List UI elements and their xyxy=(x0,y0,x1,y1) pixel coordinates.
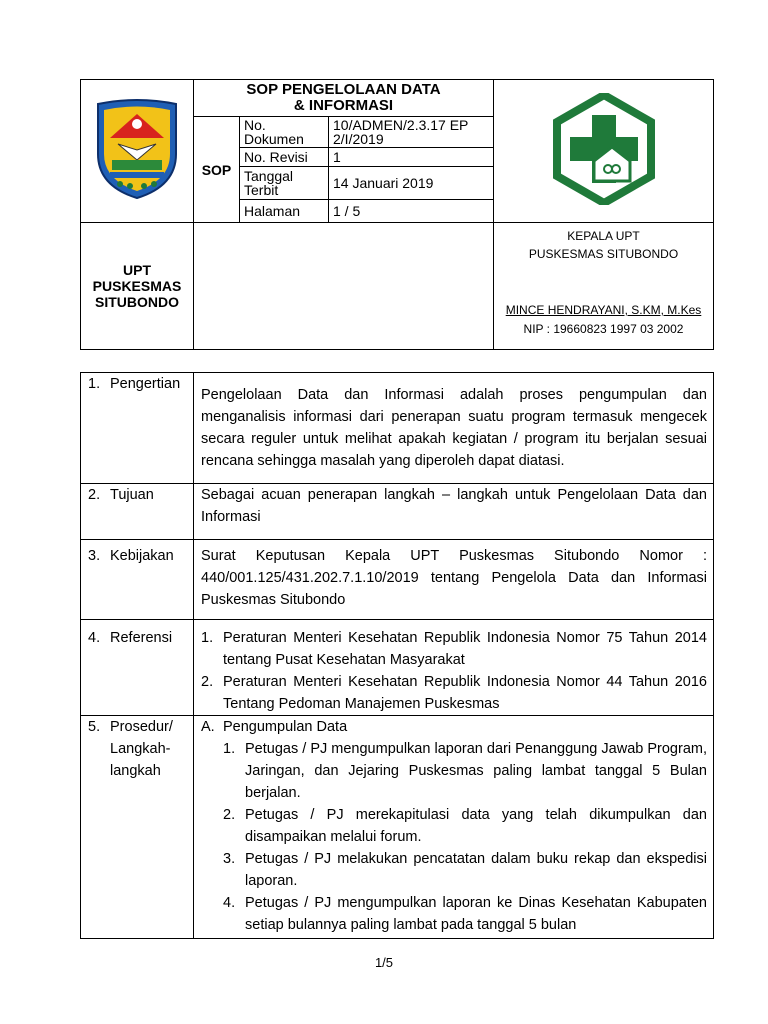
list-number: 2. xyxy=(223,807,236,823)
list-number: 3. xyxy=(223,851,236,867)
list-text: Petugas / PJ mengumpulkan laporan ke Dinas Kesehatan Kabupaten setiap bulannya paling lambat pada tanggal 5 bulan xyxy=(245,895,707,933)
signature-role-org: PUSKESMAS SITUBONDO xyxy=(528,247,679,261)
regency-logo-cell xyxy=(81,80,194,223)
signatory-nip: NIP : 19660823 1997 03 2002 xyxy=(523,322,684,336)
list-number: 1. xyxy=(201,630,214,646)
section-row xyxy=(81,716,714,939)
page-title: SOP PENGELOLAAN DATA & INFORMASI xyxy=(246,81,441,114)
section-label-cell xyxy=(81,540,194,620)
section-label-cell xyxy=(81,620,194,716)
procedure-list xyxy=(194,716,713,936)
section-label: Referensi xyxy=(110,630,173,646)
sop-label: SOP xyxy=(194,117,240,222)
signature-block xyxy=(494,223,714,350)
heading-text: Pengumpulan Data xyxy=(223,719,348,735)
list-item xyxy=(201,892,707,936)
section-label: Prosedur/ Langkah-langkah xyxy=(110,719,173,779)
sop-content-table xyxy=(80,372,714,939)
section-text: Surat Keputusan Kepala UPT Puskesmas Situbondo Nomor : 440/001.125/431.202.7.1.10/2019 tentang Pengelola Data dan Informasi Puskesmas Situbondo xyxy=(201,548,707,608)
list-item xyxy=(201,848,707,892)
list-item xyxy=(201,738,707,804)
list-text: Peraturan Menteri Kesehatan Republik Indonesia Nomor 75 Tahun 2014 tentang Pusat Kesehatan Masyarakat xyxy=(223,630,707,668)
section-row xyxy=(81,373,714,484)
list-number: 1. xyxy=(223,741,236,757)
blank-cell xyxy=(194,223,494,350)
section-label: Tujuan xyxy=(110,487,154,503)
reference-list xyxy=(194,627,713,715)
situbondo-regency-shield-icon xyxy=(94,98,180,200)
section-text: Sebagai acuan penerapan langkah – langkah untuk Pengelolaan Data dan Informasi xyxy=(201,487,707,525)
list-number: 4. xyxy=(223,895,236,911)
section-row xyxy=(81,484,714,540)
list-text: Petugas / PJ mengumpulkan laporan dari Penanggung Jawab Program, Jaringan, dan Jejaring Puskesmas paling lambat tanggal 5 Bulan berjalan. xyxy=(245,741,707,801)
meta-value: 14 Januari 2019 xyxy=(329,167,494,200)
sop-info-block xyxy=(194,80,494,223)
section-label: Kebijakan xyxy=(110,548,174,564)
section-number: 5. xyxy=(88,719,101,735)
heading-letter: A. xyxy=(201,719,215,735)
meta-label: No. Revisi xyxy=(240,148,329,167)
sop-header-table xyxy=(80,79,714,350)
section-label-cell xyxy=(81,484,194,540)
section-number: 3. xyxy=(88,548,101,564)
section-label-cell xyxy=(81,373,194,484)
section-label-cell xyxy=(81,716,194,939)
puskesmas-logo-icon xyxy=(548,93,660,205)
section-content xyxy=(194,373,714,484)
section-label: Pengertian xyxy=(110,376,181,392)
section-text: Pengelolaan Data dan Informasi adalah proses pengumpulan dan menganalisis informasi dari penerapan suatu program termasuk mengecek secara reguler untuk melihat apakah kegiatan / program itu berjalan sesuai rencana sehingga masalah yang diperoleh dapat diatasi. xyxy=(201,387,707,469)
meta-label: Tanggal Terbit xyxy=(240,167,329,200)
section-row xyxy=(81,620,714,716)
section-content xyxy=(194,484,714,540)
puskesmas-logo-cell xyxy=(494,80,714,223)
meta-label: No. Dokumen xyxy=(240,117,329,148)
signature-role: KEPALA UPT xyxy=(567,229,640,243)
list-item xyxy=(201,627,707,671)
organization-name xyxy=(81,223,194,350)
section-content xyxy=(194,620,714,716)
section-content xyxy=(194,540,714,620)
section-row xyxy=(81,540,714,620)
list-text: Petugas / PJ merekapitulasi data yang telah dikumpulkan dan disampaikan melalui forum. xyxy=(245,807,707,845)
list-text: Petugas / PJ melakukan pencatatan dalam buku rekap dan ekspedisi laporan. xyxy=(245,851,707,889)
meta-value: 1 xyxy=(329,148,494,167)
list-text: Peraturan Menteri Kesehatan Republik Indonesia Nomor 44 Tahun 2016 Tentang Pedoman Manajemen Puskesmas xyxy=(223,674,707,712)
document-meta-table xyxy=(194,117,493,222)
organization-name-text: UPT PUSKESMAS SITUBONDO xyxy=(92,262,182,310)
section-number: 2. xyxy=(88,487,101,503)
procedure-heading xyxy=(201,716,707,738)
section-number: 1. xyxy=(88,376,101,392)
list-item xyxy=(201,671,707,715)
section-number: 4. xyxy=(88,630,101,646)
section-content xyxy=(194,716,714,939)
page-number: 1/5 xyxy=(374,955,394,970)
meta-value: 1 / 5 xyxy=(329,200,494,222)
signatory-name: MINCE HENDRAYANI, S.KM, M.Kes xyxy=(505,303,702,317)
list-number: 2. xyxy=(201,674,214,690)
list-item xyxy=(201,804,707,848)
meta-label: Halaman xyxy=(240,200,329,222)
meta-value: 10/ADMEN/2.3.17 EP 2/I/2019 xyxy=(329,117,494,148)
